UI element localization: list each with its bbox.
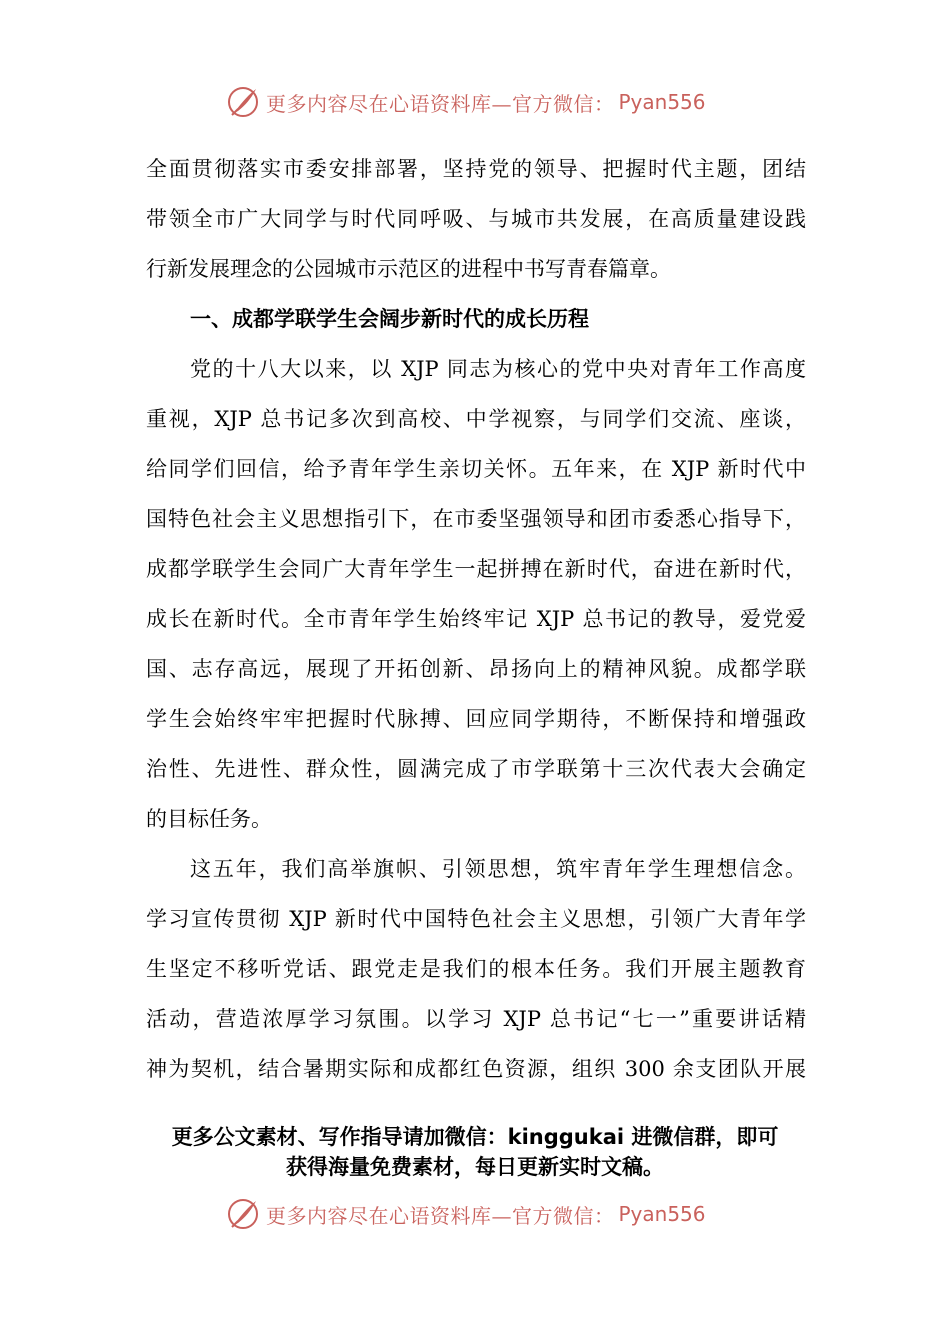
promo-line-2: 获得海量免费素材，每日更新实时文稿。	[286, 1155, 664, 1179]
text-line: 国、志存高远，展现了开拓创新、昂扬向上的精神风貌。成都学联	[146, 657, 806, 681]
section-heading: 一、成都学联学生会阔步新时代的成长历程	[190, 307, 589, 331]
text-line: 生坚定不移听党话、跟党走是我们的根本任务。我们开展主题教育	[146, 957, 806, 981]
text-line: 成长在新时代。全市青年学生始终牢记 XJP 总书记的教导，爱党爱	[146, 607, 806, 631]
text-line: 成都学联学生会同广大青年学生一起拼搏在新时代，奋进在新时代，	[146, 557, 806, 581]
footer-banner-text: 更多内容尽在心语资料库—官方微信：	[266, 1203, 615, 1228]
text-line: 国特色社会主义思想指引下，在市委坚强领导和团市委悉心指导下，	[146, 507, 806, 531]
text-line: 带领全市广大同学与时代同呼吸、与城市共发展，在高质量建设践	[146, 207, 806, 231]
text-line: 学习宣传贯彻 XJP 新时代中国特色社会主义思想，引领广大青年学	[146, 907, 806, 931]
text-line: 的目标任务。	[146, 807, 272, 831]
header-banner-text: 更多内容尽在心语资料库—官方微信：	[266, 91, 615, 116]
text-line: 给同学们回信，给予青年学生亲切关怀。五年来，在 XJP 新时代中	[146, 457, 806, 481]
text-line: 重视，XJP 总书记多次到高校、中学视察，与同学们交流、座谈，	[146, 407, 806, 431]
text-line: 治性、先进性、群众性，圆满完成了市学联第十三次代表大会确定	[146, 757, 806, 781]
text-line: 行新发展理念的公园城市示范区的进程中书写青春篇章。	[146, 257, 671, 281]
text-line: 党的十八大以来，以 XJP 同志为核心的党中央对青年工作高度	[190, 357, 806, 381]
header-banner	[226, 82, 706, 122]
footer-wechat-id: Pyan556	[618, 1202, 706, 1226]
text-line: 活动，营造浓厚学习氛围。以学习 XJP 总书记“七一”重要讲话精	[146, 1007, 806, 1031]
footer-banner	[226, 1194, 706, 1234]
text-line: 这五年，我们高举旗帜、引领思想，筑牢青年学生理想信念。	[190, 857, 806, 881]
header-wechat-id: Pyan556	[618, 90, 706, 114]
text-line: 学生会始终牢牢把握时代脉搏、回应同学期待，不断保持和增强政	[146, 707, 806, 731]
quill-logo-icon	[226, 1197, 260, 1231]
quill-logo-icon	[226, 85, 260, 119]
text-line: 神为契机，结合暑期实际和成都红色资源，组织 300 余支团队开展	[146, 1057, 806, 1081]
text-line: 全面贯彻落实市委安排部署，坚持党的领导、把握时代主题，团结	[146, 157, 806, 181]
promo-line-1: 更多公文素材、写作指导请加微信：kinggukai 进微信群，即可	[171, 1125, 779, 1149]
